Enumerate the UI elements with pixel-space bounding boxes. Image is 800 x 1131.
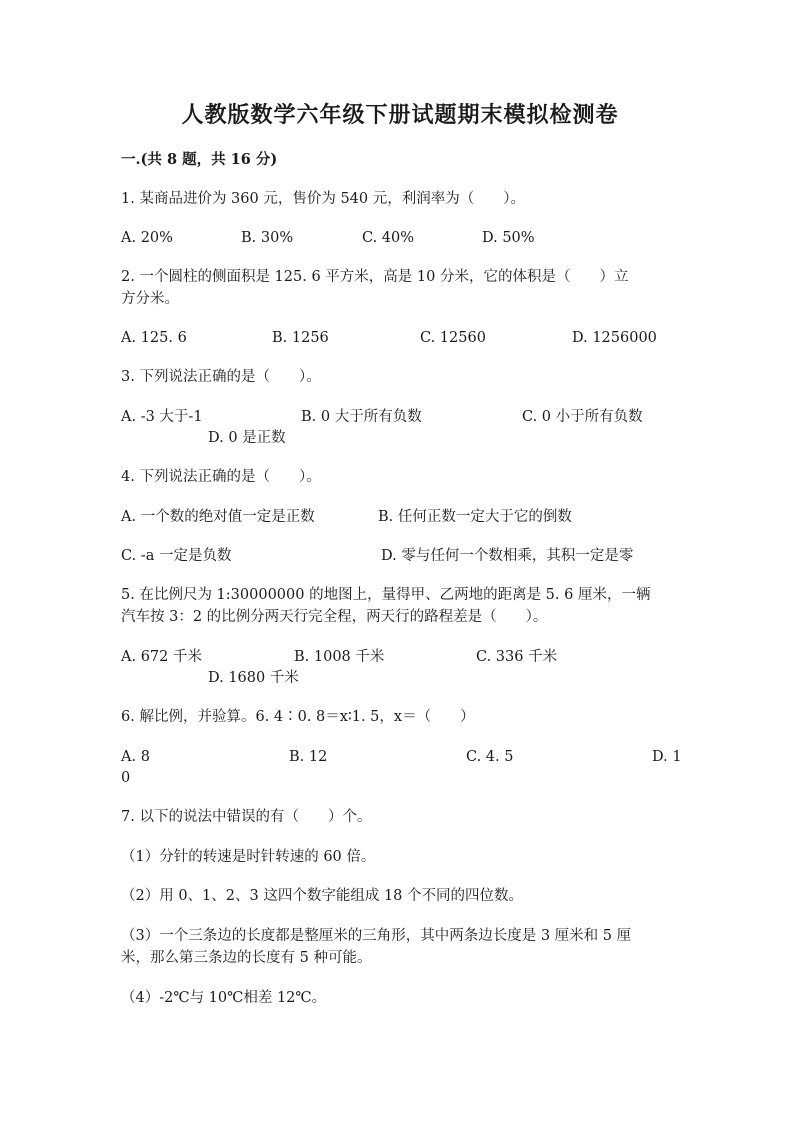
q1-option-c: C. 40% [362,230,415,246]
q3-option-a: A. -3 大于-1 [121,409,203,425]
question-6-stem: 6. 解比例，并验算。6. 4∶0. 8＝x∶1. 5，x＝（ ） [121,709,475,725]
q6-option-d-wrap: 0 [121,770,131,786]
question-7-stem: 7. 以下的说法中错误的有（ ）个。 [121,809,372,825]
question-1-stem: 1. 某商品进价为 360 元，售价为 540 元，利润率为（ ）。 [121,191,525,207]
q7-statement-1: （1）分针的转速是时针转速的 60 倍。 [121,849,376,865]
q2-option-c: C. 12560 [420,330,486,346]
q7-statement-4: （4）-2℃与 10℃相差 12℃。 [121,990,327,1006]
q1-option-a: A. 20% [121,230,173,246]
question-2-stem-line2: 方分米。 [121,291,179,307]
q4-option-a: A. 一个数的绝对值一定是正数 [121,509,315,525]
question-5-stem-line1: 5. 在比例尺为 1:30000000 的地图上，量得甲、乙两地的距离是 5. 6 厘米，一辆 [121,587,651,603]
q7-statement-2: （2）用 0、1、2、3 这四个数字能组成 18 个不同的四位数。 [121,888,524,904]
section-heading: 一.(共 8 题，共 16 分) [121,151,278,168]
q6-option-d: D. 1 [652,749,682,765]
q7-statement-3-line2: 米，那么第三条边的长度有 5 种可能。 [121,950,372,966]
q5-option-d: D. 1680 千米 [208,670,299,686]
q2-option-a: A. 125. 6 [121,330,187,346]
q2-option-d: D. 1256000 [572,330,657,346]
question-4-stem: 4. 下列说法正确的是（ ）。 [121,469,321,485]
page-title: 人教版数学六年级下册试题期末模拟检测卷 [181,102,619,128]
q4-option-c: C. -a 一定是负数 [121,548,232,564]
question-5-stem-line2: 汽车按 3：2 的比例分两天行完全程，两天行的路程差是（ ）。 [121,609,548,625]
q3-option-b: B. 0 大于所有负数 [301,409,422,425]
q1-option-b: B. 30% [241,230,294,246]
question-3-stem: 3. 下列说法正确的是（ ）。 [121,369,321,385]
q3-option-c: C. 0 小于所有负数 [522,409,643,425]
q4-option-d: D. 零与任何一个数相乘，其积一定是零 [381,548,634,564]
q3-option-d: D. 0 是正数 [208,430,286,446]
q5-option-b: B. 1008 千米 [294,649,385,665]
question-2-stem-line1: 2. 一个圆柱的侧面积是 125. 6 平方米，高是 10 分米，它的体积是（ ）立 [121,269,629,285]
q5-option-a: A. 672 千米 [121,649,202,665]
q1-option-d: D. 50% [482,230,535,246]
q6-option-a: A. 8 [121,749,150,765]
q7-statement-3-line1: （3）一个三条边的长度都是整厘米的三角形，其中两条边长度是 3 厘米和 5 厘 [121,928,632,944]
q6-option-b: B. 12 [289,749,328,765]
q6-option-c: C. 4. 5 [466,749,514,765]
q2-option-b: B. 1256 [272,330,329,346]
q5-option-c: C. 336 千米 [476,649,558,665]
q4-option-b: B. 任何正数一定大于它的倒数 [378,509,572,525]
